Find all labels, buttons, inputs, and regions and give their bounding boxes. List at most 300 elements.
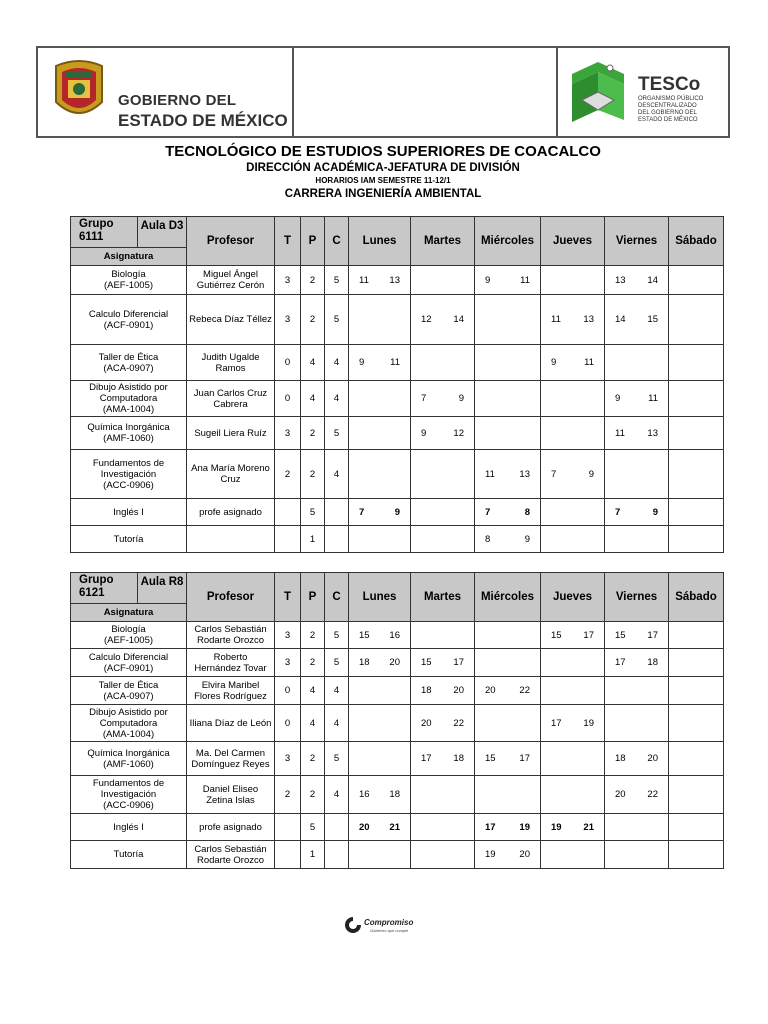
- start-hour: 11: [551, 314, 561, 325]
- credit-cell-c: 5: [325, 266, 349, 295]
- institution-title: TECNOLÓGICO DE ESTUDIOS SUPERIORES DE COACALCO: [165, 143, 601, 160]
- time-cell-mie: [475, 742, 541, 776]
- time-cell-lun: [349, 814, 411, 841]
- time-cell-mar: [411, 649, 475, 677]
- column-header-lunes: Lunes: [349, 217, 411, 266]
- time-cell-vie: [605, 345, 669, 381]
- time-cell-lun: [349, 266, 411, 295]
- credit-cell-p: 5: [301, 814, 325, 841]
- credit-cell-p: 2: [301, 266, 325, 295]
- time-cell-lun: [349, 705, 411, 742]
- government-name: GOBIERNO DEL ESTADO DE MÉXICO: [118, 92, 288, 130]
- time-cell-mie: [475, 345, 541, 381]
- teacher-cell: profe asignado: [187, 814, 275, 841]
- time-cell-sab: [669, 776, 724, 814]
- credit-cell-c: 4: [325, 345, 349, 381]
- time-cell-mie: [475, 295, 541, 345]
- credit-cell-t: 3: [275, 649, 301, 677]
- teacher-cell: Sugeil Liera Ruíz: [187, 417, 275, 450]
- start-hour: 9: [485, 274, 491, 286]
- time-cell-sab: [669, 499, 724, 526]
- schedule-table-6121: [70, 572, 724, 869]
- header-blank-cell: [294, 48, 558, 136]
- time-cell-sab: [669, 381, 724, 417]
- time-cell-mie: [475, 381, 541, 417]
- end-hour: 11: [584, 357, 594, 368]
- group-header-cell: [71, 217, 187, 248]
- end-hour: 22: [647, 789, 658, 800]
- time-cell-lun: [349, 526, 411, 553]
- credit-cell-c: 4: [325, 677, 349, 705]
- credit-cell-p: 4: [301, 345, 325, 381]
- time-cell-vie: [605, 622, 669, 649]
- tesco-subtitle: ORGANISMO PÚBLICO DESCENTRALIZADO DEL GOBIERNO DEL ESTADO DE MÉXICO: [638, 96, 704, 123]
- time-cell-jue: [541, 345, 605, 381]
- start-hour: 19: [551, 821, 562, 833]
- time-cell-jue: [541, 705, 605, 742]
- time-cell-mie: [475, 417, 541, 450]
- time-cell-jue: [541, 450, 605, 499]
- credit-cell-c: 4: [325, 705, 349, 742]
- subject-cell: Tutoría: [71, 526, 187, 553]
- teacher-cell: Miguel Ángel Gutiérrez Cerón: [187, 266, 275, 295]
- subject-cell: Fundamentos de Investigación (ACC-0906): [71, 450, 187, 499]
- table-row: [71, 742, 724, 776]
- end-hour: 17: [583, 629, 594, 641]
- document-titles: [36, 142, 730, 202]
- time-cell-vie: [605, 450, 669, 499]
- time-cell-vie: [605, 677, 669, 705]
- time-cell-vie: [605, 742, 669, 776]
- time-cell-mie: [475, 705, 541, 742]
- compromiso-logo: Compromiso Gobierno que cumple: [344, 914, 434, 940]
- schedule-title: HORARIOS IAM SEMESTRE 11-12/1: [315, 176, 451, 185]
- subject-cell: Inglés I: [71, 499, 187, 526]
- column-header-martes: Martes: [411, 573, 475, 622]
- end-hour: 11: [520, 274, 530, 286]
- time-cell-mie: [475, 526, 541, 553]
- end-hour: 17: [453, 657, 464, 668]
- subject-cell: Dibujo Asistido por Computadora (AMA-1004): [71, 381, 187, 417]
- column-header-t: T: [275, 573, 301, 622]
- time-cell-lun: [349, 295, 411, 345]
- tesco-logo-icon: [568, 54, 634, 130]
- table-row: [71, 266, 724, 295]
- start-hour: 7: [485, 506, 491, 518]
- time-cell-lun: [349, 677, 411, 705]
- credit-cell-p: 2: [301, 417, 325, 450]
- credit-cell-t: 3: [275, 266, 301, 295]
- end-hour: 18: [647, 657, 658, 668]
- credit-cell-c: 5: [325, 742, 349, 776]
- time-cell-sab: [669, 649, 724, 677]
- end-hour: 22: [453, 717, 464, 729]
- credit-cell-t: 2: [275, 776, 301, 814]
- time-cell-lun: [349, 649, 411, 677]
- subject-cell: Biología (AEF-1005): [71, 622, 187, 649]
- credit-cell-t: 0: [275, 705, 301, 742]
- compromiso-swirl-icon: [344, 916, 362, 934]
- credit-cell-t: 3: [275, 622, 301, 649]
- table-row: [71, 649, 724, 677]
- time-cell-sab: [669, 266, 724, 295]
- start-hour: 7: [551, 468, 557, 480]
- start-hour: 18: [421, 685, 432, 696]
- teacher-cell: Ana María Moreno Cruz: [187, 450, 275, 499]
- end-hour: 13: [519, 468, 530, 480]
- start-hour: 15: [485, 753, 496, 764]
- time-cell-jue: [541, 622, 605, 649]
- end-hour: 17: [519, 753, 530, 764]
- time-cell-jue: [541, 381, 605, 417]
- credit-cell-t: [275, 814, 301, 841]
- time-cell-mie: [475, 266, 541, 295]
- time-cell-vie: [605, 417, 669, 450]
- time-cell-mie: [475, 814, 541, 841]
- start-hour: 9: [551, 357, 557, 368]
- column-header-miercoles: Miércoles: [475, 217, 541, 266]
- table-row: [71, 450, 724, 499]
- end-hour: 12: [453, 427, 464, 439]
- credit-cell-t: 2: [275, 450, 301, 499]
- credit-cell-c: [325, 841, 349, 869]
- credit-cell-p: 4: [301, 677, 325, 705]
- credit-cell-c: 4: [325, 450, 349, 499]
- time-cell-sab: [669, 742, 724, 776]
- time-cell-mar: [411, 622, 475, 649]
- time-cell-sab: [669, 417, 724, 450]
- time-cell-jue: [541, 295, 605, 345]
- time-cell-sab: [669, 622, 724, 649]
- column-header-c: C: [325, 573, 349, 622]
- credit-cell-p: 2: [301, 776, 325, 814]
- teacher-cell: Ma. Del Carmen Domínguez Reyes: [187, 742, 275, 776]
- time-cell-jue: [541, 814, 605, 841]
- state-crest-icon: [52, 58, 106, 124]
- time-cell-sab: [669, 295, 724, 345]
- teacher-cell: Iliana Díaz de León: [187, 705, 275, 742]
- time-cell-sab: [669, 526, 724, 553]
- end-hour: 13: [647, 427, 658, 439]
- subject-cell: Fundamentos de Investigación (ACC-0906): [71, 776, 187, 814]
- start-hour: 20: [359, 821, 370, 833]
- time-cell-mar: [411, 526, 475, 553]
- column-header-profesor: Profesor: [187, 217, 275, 266]
- start-hour: 13: [615, 274, 626, 286]
- start-hour: 7: [615, 506, 621, 518]
- table-row: [71, 814, 724, 841]
- start-hour: 18: [359, 657, 370, 668]
- credit-cell-c: 5: [325, 622, 349, 649]
- time-cell-vie: [605, 705, 669, 742]
- credit-cell-t: [275, 499, 301, 526]
- time-cell-jue: [541, 499, 605, 526]
- start-hour: 15: [551, 629, 562, 641]
- credit-cell-c: 4: [325, 381, 349, 417]
- start-hour: 14: [615, 314, 626, 325]
- start-hour: 20: [485, 685, 496, 696]
- start-hour: 7: [421, 393, 427, 404]
- teacher-cell: profe asignado: [187, 499, 275, 526]
- time-cell-mar: [411, 814, 475, 841]
- time-cell-sab: [669, 814, 724, 841]
- column-header-sabado: Sábado: [669, 217, 724, 266]
- time-cell-sab: [669, 677, 724, 705]
- time-cell-mie: [475, 677, 541, 705]
- end-hour: 18: [389, 789, 400, 800]
- end-hour: 18: [453, 753, 464, 764]
- credit-cell-c: [325, 814, 349, 841]
- column-header-lunes: Lunes: [349, 573, 411, 622]
- table-row: [71, 345, 724, 381]
- table-row: [71, 776, 724, 814]
- time-cell-sab: [669, 841, 724, 869]
- credit-cell-t: 3: [275, 742, 301, 776]
- government-logo-area: [38, 48, 294, 136]
- table-row: [71, 417, 724, 450]
- time-cell-sab: [669, 450, 724, 499]
- group-label: Grupo 6121: [71, 573, 138, 603]
- end-hour: 21: [583, 821, 594, 833]
- time-cell-vie: [605, 266, 669, 295]
- column-header-martes: Martes: [411, 217, 475, 266]
- time-cell-lun: [349, 450, 411, 499]
- time-cell-jue: [541, 266, 605, 295]
- subject-cell: Taller de Ética (ACA-0907): [71, 345, 187, 381]
- time-cell-jue: [541, 776, 605, 814]
- column-header-viernes: Viernes: [605, 573, 669, 622]
- teacher-cell: Rebeca Díaz Téllez: [187, 295, 275, 345]
- time-cell-mie: [475, 450, 541, 499]
- credit-cell-t: 3: [275, 417, 301, 450]
- credit-cell-p: 2: [301, 450, 325, 499]
- end-hour: 11: [390, 357, 400, 368]
- credit-cell-p: 4: [301, 705, 325, 742]
- end-hour: 14: [647, 274, 658, 286]
- table-row: [71, 381, 724, 417]
- time-cell-vie: [605, 526, 669, 553]
- start-hour: 15: [421, 657, 432, 668]
- end-hour: 17: [647, 629, 658, 641]
- time-cell-mar: [411, 677, 475, 705]
- start-hour: 15: [359, 629, 370, 641]
- time-cell-jue: [541, 649, 605, 677]
- teacher-cell: Juan Carlos Cruz Cabrera: [187, 381, 275, 417]
- schedule-table-6111: [70, 216, 724, 553]
- start-hour: 9: [421, 427, 427, 439]
- credit-cell-p: 2: [301, 649, 325, 677]
- start-hour: 11: [615, 427, 625, 439]
- end-hour: 21: [389, 821, 400, 833]
- end-hour: 19: [519, 821, 530, 833]
- credit-cell-t: [275, 841, 301, 869]
- column-header-jueves: Jueves: [541, 217, 605, 266]
- time-cell-mar: [411, 499, 475, 526]
- subject-cell: Calculo Diferencial (ACF-0901): [71, 295, 187, 345]
- time-cell-mie: [475, 841, 541, 869]
- column-header-jueves: Jueves: [541, 573, 605, 622]
- subject-cell: Inglés I: [71, 814, 187, 841]
- credit-cell-p: 1: [301, 526, 325, 553]
- end-hour: 9: [458, 393, 464, 404]
- end-hour: 11: [648, 393, 658, 404]
- time-cell-mar: [411, 742, 475, 776]
- end-hour: 14: [453, 314, 464, 325]
- start-hour: 20: [615, 789, 626, 800]
- end-hour: 15: [647, 314, 658, 325]
- subject-cell: Taller de Ética (ACA-0907): [71, 677, 187, 705]
- start-hour: 17: [551, 717, 562, 729]
- time-cell-lun: [349, 841, 411, 869]
- credit-cell-c: 5: [325, 649, 349, 677]
- table-row: [71, 295, 724, 345]
- credit-cell-p: 5: [301, 499, 325, 526]
- time-cell-lun: [349, 417, 411, 450]
- end-hour: 16: [389, 629, 400, 641]
- start-hour: 17: [421, 753, 432, 764]
- aula-label: Aula D3: [140, 220, 184, 232]
- time-cell-vie: [605, 776, 669, 814]
- start-hour: 17: [485, 821, 496, 833]
- subject-cell: Calculo Diferencial (ACF-0901): [71, 649, 187, 677]
- subject-cell: Dibujo Asistido por Computadora (AMA-1004): [71, 705, 187, 742]
- column-header-c: C: [325, 217, 349, 266]
- credit-cell-t: 3: [275, 295, 301, 345]
- teacher-cell: Roberto Hernández Tovar: [187, 649, 275, 677]
- time-cell-lun: [349, 345, 411, 381]
- end-hour: 8: [524, 506, 530, 518]
- time-cell-vie: [605, 295, 669, 345]
- start-hour: 15: [615, 629, 626, 641]
- time-cell-jue: [541, 677, 605, 705]
- column-header-t: T: [275, 217, 301, 266]
- subject-cell: Química Inorgánica (AMF-1060): [71, 417, 187, 450]
- time-cell-lun: [349, 499, 411, 526]
- start-hour: 9: [359, 357, 365, 368]
- credit-cell-p: 2: [301, 295, 325, 345]
- start-hour: 9: [615, 393, 621, 404]
- time-cell-mar: [411, 841, 475, 869]
- start-hour: 8: [485, 533, 491, 545]
- start-hour: 7: [359, 506, 365, 518]
- time-cell-mar: [411, 417, 475, 450]
- time-cell-lun: [349, 776, 411, 814]
- end-hour: 9: [588, 468, 594, 480]
- time-cell-vie: [605, 381, 669, 417]
- time-cell-jue: [541, 742, 605, 776]
- teacher-cell: Elvira Maribel Flores Rodríguez: [187, 677, 275, 705]
- teacher-cell: Judith Ugalde Ramos: [187, 345, 275, 381]
- time-cell-vie: [605, 649, 669, 677]
- subject-cell: Tutoría: [71, 841, 187, 869]
- time-cell-mie: [475, 649, 541, 677]
- time-cell-mie: [475, 499, 541, 526]
- subject-cell: Biología (AEF-1005): [71, 266, 187, 295]
- table-row: [71, 677, 724, 705]
- start-hour: 17: [615, 657, 626, 668]
- start-hour: 16: [359, 789, 370, 800]
- career-title: CARRERA INGENIERÍA AMBIENTAL: [284, 188, 482, 200]
- end-hour: 9: [652, 506, 658, 518]
- table-row: [71, 841, 724, 869]
- table-row: [71, 499, 724, 526]
- time-cell-jue: [541, 526, 605, 553]
- start-hour: 18: [615, 753, 626, 764]
- start-hour: 11: [359, 274, 369, 286]
- end-hour: 13: [389, 274, 400, 286]
- time-cell-sab: [669, 705, 724, 742]
- subject-cell: Química Inorgánica (AMF-1060): [71, 742, 187, 776]
- time-cell-mie: [475, 622, 541, 649]
- end-hour: 20: [647, 753, 658, 764]
- tesco-logo-area: TESCo ORGANISMO PÚBLICO DESCENTRALIZADO DEL GOBIERNO DEL ESTADO DE MÉXICO: [558, 48, 728, 136]
- time-cell-mar: [411, 776, 475, 814]
- time-cell-mar: [411, 450, 475, 499]
- time-cell-lun: [349, 381, 411, 417]
- start-hour: 19: [485, 849, 496, 860]
- group-header-cell: [71, 573, 187, 604]
- credit-cell-c: 5: [325, 417, 349, 450]
- column-header-p: P: [301, 217, 325, 266]
- time-cell-vie: [605, 814, 669, 841]
- column-header-miercoles: Miércoles: [475, 573, 541, 622]
- teacher-cell: [187, 526, 275, 553]
- column-header-profesor: Profesor: [187, 573, 275, 622]
- credit-cell-p: 4: [301, 381, 325, 417]
- start-hour: 12: [421, 314, 432, 325]
- column-header-viernes: Viernes: [605, 217, 669, 266]
- time-cell-mar: [411, 266, 475, 295]
- column-header-sabado: Sábado: [669, 573, 724, 622]
- end-hour: 20: [453, 685, 464, 696]
- table-row: [71, 705, 724, 742]
- credit-cell-c: 5: [325, 295, 349, 345]
- time-cell-jue: [541, 841, 605, 869]
- end-hour: 22: [519, 685, 530, 696]
- end-hour: 9: [524, 533, 530, 545]
- table-row: [71, 622, 724, 649]
- aula-label: Aula R8: [140, 576, 184, 588]
- end-hour: 20: [389, 657, 400, 668]
- start-hour: 20: [421, 717, 432, 729]
- end-hour: 20: [519, 849, 530, 860]
- teacher-cell: Daniel Eliseo Zetina Islas: [187, 776, 275, 814]
- credit-cell-t: [275, 526, 301, 553]
- credit-cell-c: [325, 499, 349, 526]
- time-cell-vie: [605, 841, 669, 869]
- start-hour: 11: [485, 468, 495, 480]
- end-hour: 19: [583, 717, 594, 729]
- column-header-p: P: [301, 573, 325, 622]
- time-cell-mar: [411, 345, 475, 381]
- credit-cell-c: 4: [325, 776, 349, 814]
- table-row: [71, 526, 724, 553]
- column-header-asignatura: Asignatura: [71, 604, 187, 622]
- credit-cell-c: [325, 526, 349, 553]
- time-cell-jue: [541, 417, 605, 450]
- end-hour: 13: [583, 314, 594, 325]
- credit-cell-p: 1: [301, 841, 325, 869]
- end-hour: 9: [394, 506, 400, 518]
- time-cell-lun: [349, 622, 411, 649]
- column-header-asignatura: Asignatura: [71, 248, 187, 266]
- credit-cell-p: 2: [301, 742, 325, 776]
- credit-cell-t: 0: [275, 345, 301, 381]
- credit-cell-t: 0: [275, 677, 301, 705]
- group-label: Grupo 6111: [71, 217, 138, 247]
- document-header: [36, 46, 730, 138]
- time-cell-mar: [411, 381, 475, 417]
